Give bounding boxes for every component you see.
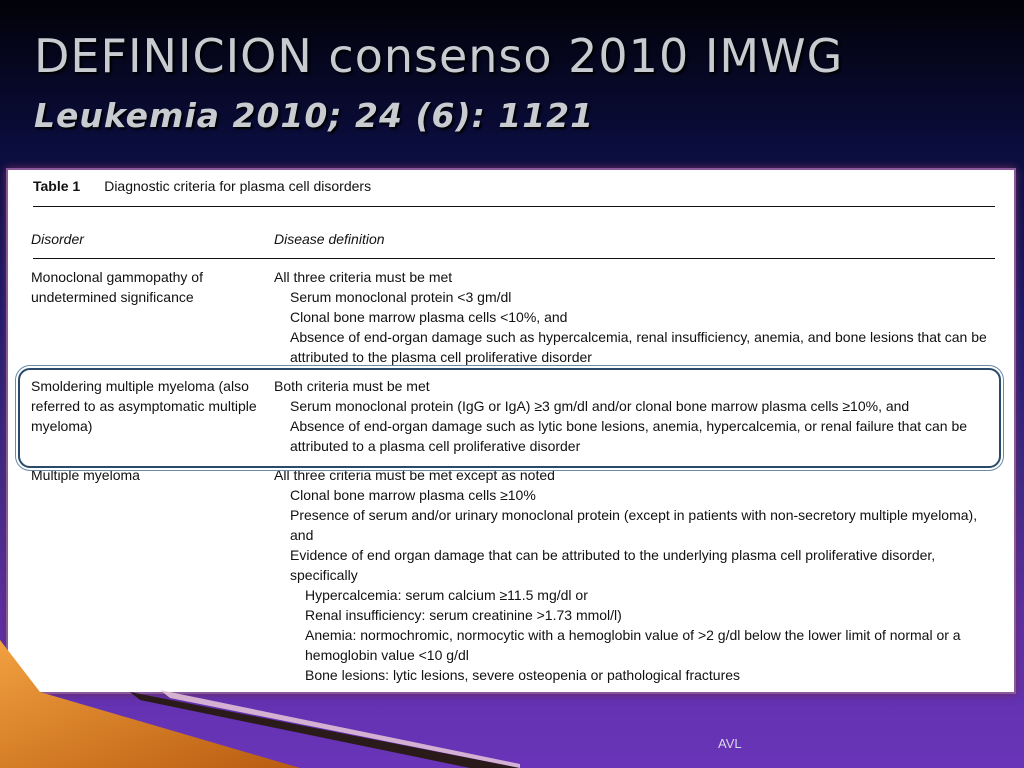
definition-criterion: Serum monoclonal protein (IgG or IgA) ≥3 gm/dl and/or clonal bone marrow plasma cells ≥10%, and bbox=[290, 398, 910, 414]
orange-ribbon-shape bbox=[0, 640, 300, 768]
table-label: Table 1 bbox=[33, 178, 81, 194]
footer-author: AVL bbox=[718, 736, 742, 751]
definition-criterion: Presence of serum and/or urinary monoclonal protein (except in patients with non-secretory multiple myeloma), and bbox=[290, 507, 978, 543]
smoldering-myeloma-highlight-box bbox=[18, 368, 1001, 468]
column-header-definition: Disease definition bbox=[274, 231, 385, 247]
definition-subcriterion: Anemia: normochromic, normocytic with a hemoglobin value of >2 g/dl below the lower limit of normal or a hemoglobin value <10 g/dl bbox=[305, 627, 961, 663]
corner-ribbon-decoration bbox=[0, 640, 520, 768]
definition-criterion: Clonal bone marrow plasma cells ≥10% bbox=[290, 487, 536, 503]
table-top-rule bbox=[33, 206, 995, 207]
disorder-cell: Smoldering multiple myeloma (also referred to as asymptomatic multiple myeloma) bbox=[31, 378, 257, 434]
definition-criterion: Absence of end-organ damage such as hypercalcemia, renal insufficiency, anemia, and bone lesions that can be attributed to the plasma cell proliferative disorder bbox=[290, 329, 987, 365]
definition-subcriterion: Hypercalcemia: serum calcium ≥11.5 mg/dl or bbox=[305, 587, 588, 603]
disorder-cell: Multiple myeloma bbox=[31, 467, 140, 483]
table-caption bbox=[33, 178, 371, 194]
definition-criterion: Evidence of end organ damage that can be attributed to the underlying plasma cell proliferative disorder, specifically bbox=[290, 547, 936, 583]
slide-subtitle: Leukemia 2010; 24 (6): 1121 bbox=[34, 96, 595, 135]
definition-subcriterion: Renal insufficiency: serum creatinine >1.73 mmol/l) bbox=[305, 607, 622, 623]
definition-criterion: Absence of end-organ damage such as lytic bone lesions, anemia, hypercalcemia, or renal failure that can be attributed to a plasma cell proliferative disorder bbox=[290, 418, 968, 454]
disorder-cell: Monoclonal gammopathy of undetermined significance bbox=[31, 269, 203, 305]
column-header-disorder: Disorder bbox=[31, 231, 84, 247]
definition-heading: All three criteria must be met bbox=[274, 269, 453, 285]
definition-criterion: Clonal bone marrow plasma cells <10%, and bbox=[290, 309, 568, 325]
table-header-rule bbox=[33, 258, 995, 259]
definition-subcriterion: Bone lesions: lytic lesions, severe osteopenia or pathological fractures bbox=[305, 667, 741, 683]
table-caption-text: Diagnostic criteria for plasma cell disorders bbox=[104, 178, 372, 194]
definition-heading: Both criteria must be met bbox=[274, 378, 430, 394]
definition-cell bbox=[274, 267, 999, 367]
slide-title: DEFINICION consenso 2010 IMWG bbox=[34, 29, 844, 83]
definition-heading: All three criteria must be met except as noted bbox=[274, 467, 555, 483]
definition-criterion: Serum monoclonal protein <3 gm/dl bbox=[290, 289, 512, 305]
